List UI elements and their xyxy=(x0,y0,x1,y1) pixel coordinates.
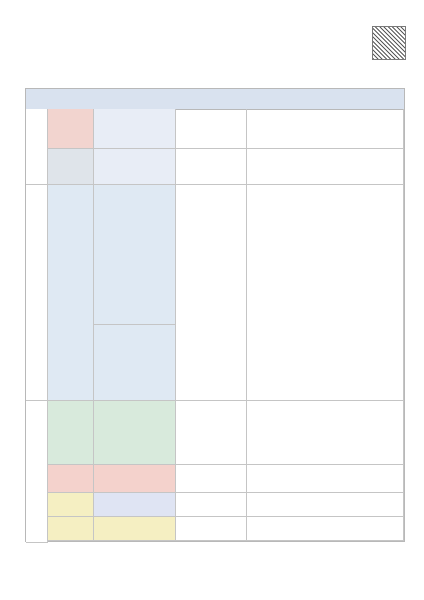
details-cell xyxy=(247,401,404,465)
program-cell xyxy=(94,149,176,185)
region-cell xyxy=(26,109,48,185)
program-cell xyxy=(94,109,176,149)
footer-award-left xyxy=(40,566,200,576)
footer-award-right xyxy=(232,566,382,576)
description-cell xyxy=(176,401,247,465)
description-cell xyxy=(176,109,247,149)
details-cell xyxy=(247,465,404,493)
table-title xyxy=(26,89,404,110)
details-cell xyxy=(247,185,404,401)
immigration-projects-table xyxy=(25,88,405,542)
country-cell xyxy=(48,517,94,541)
program-cell xyxy=(94,493,176,517)
program-cell xyxy=(94,325,176,401)
brochure-footer xyxy=(0,560,424,580)
details-cell xyxy=(247,493,404,517)
description-cell xyxy=(176,493,247,517)
program-cell xyxy=(94,517,176,541)
program-cell xyxy=(94,465,176,493)
country-cell xyxy=(48,401,94,465)
details-cell xyxy=(247,109,404,149)
qr-code-icon xyxy=(372,26,406,60)
country-cell xyxy=(48,109,94,149)
description-cell xyxy=(176,517,247,541)
region-cell xyxy=(26,401,48,543)
brochure-header xyxy=(0,0,424,78)
country-cell xyxy=(48,185,94,401)
details-cell xyxy=(247,517,404,541)
program-cell xyxy=(94,185,176,325)
country-cell xyxy=(48,149,94,185)
region-cell xyxy=(26,185,48,401)
description-cell xyxy=(176,185,247,401)
country-cell xyxy=(48,465,94,493)
country-cell xyxy=(48,493,94,517)
description-cell xyxy=(176,465,247,493)
description-cell xyxy=(176,149,247,185)
program-cell xyxy=(94,401,176,465)
details-cell xyxy=(247,149,404,185)
